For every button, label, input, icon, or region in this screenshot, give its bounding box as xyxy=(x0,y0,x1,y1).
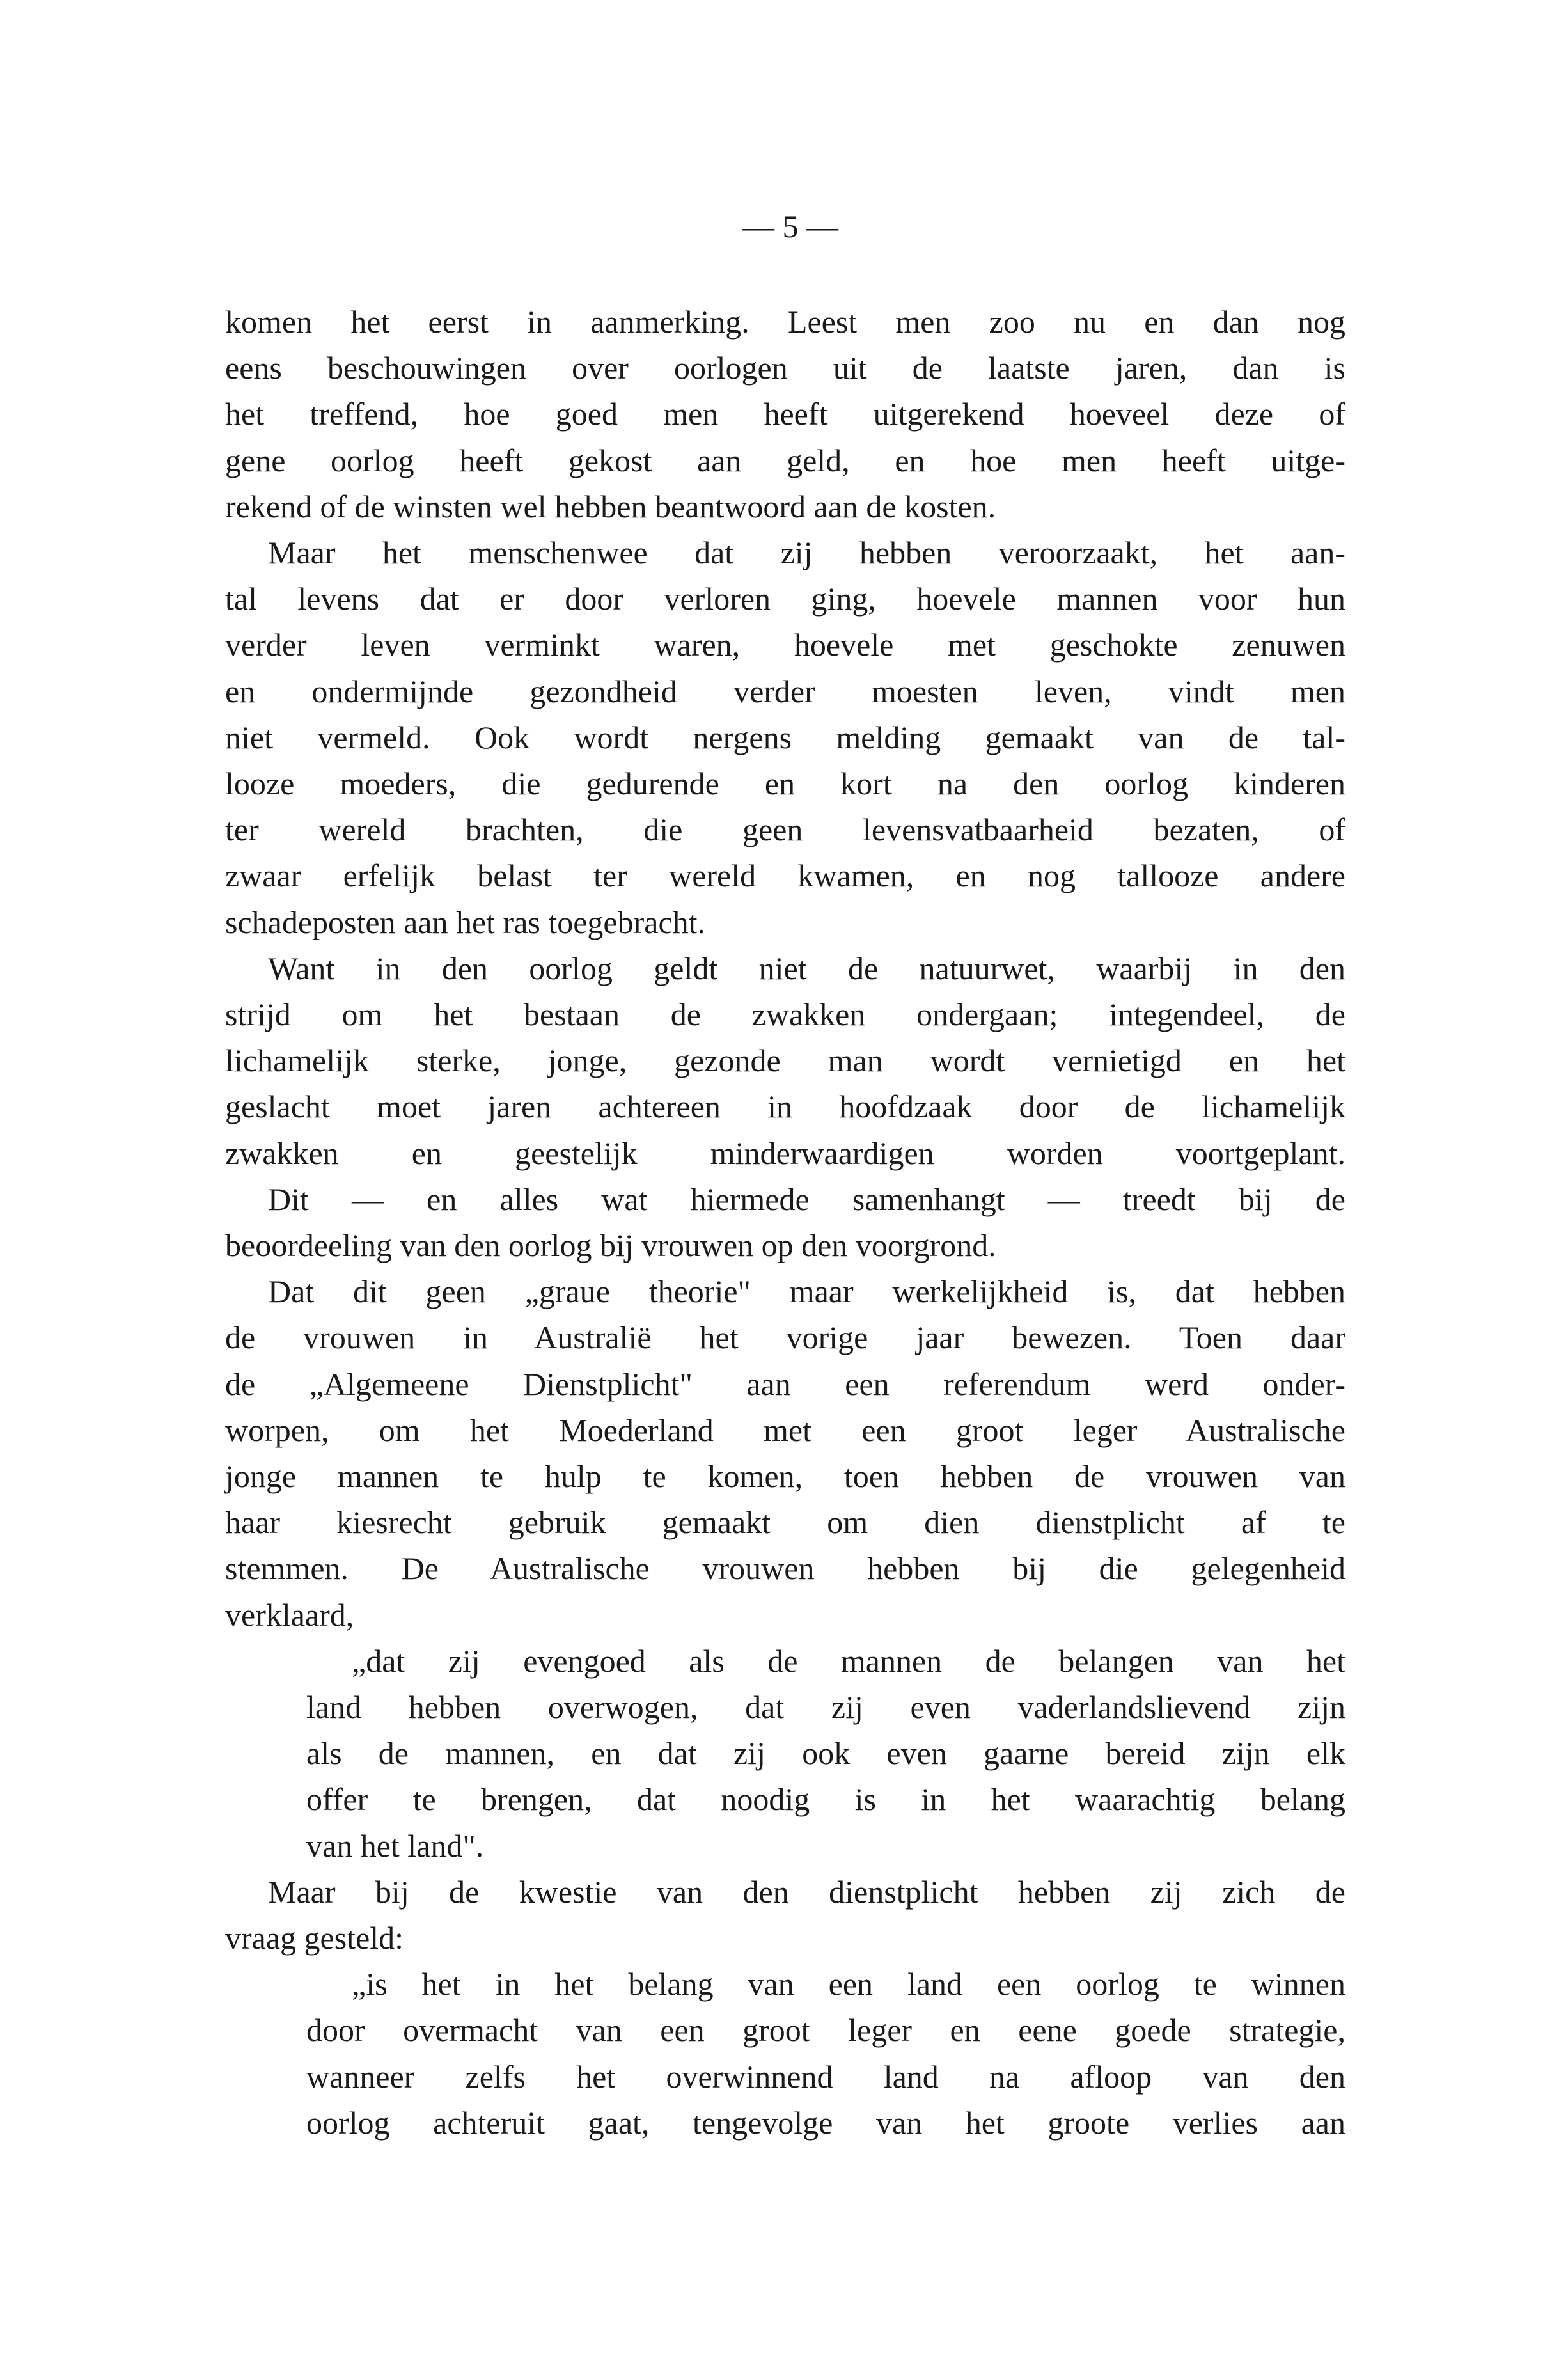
quote-line: „dat zij evengoed als de mannen de belangen van het xyxy=(352,1642,1345,1679)
text-line: Dat dit geen „graue theorie" maar werkelijkheid is, dat hebben xyxy=(268,1273,1345,1310)
quote-line: offer te brengen, dat noodig is in het waarachtig belang xyxy=(306,1781,1345,1818)
text-line: komen het eerst in aanmerking. Leest men zoo nu en dan nog xyxy=(225,304,1345,340)
text-line: tal levens dat er door verloren ging, hoevele mannen voor hun xyxy=(225,581,1345,617)
quote-line: door overmacht van een groot leger en eene goede strategie, xyxy=(306,2012,1345,2049)
text-line: verder leven verminkt waren, hoevele met geschokte zenuwen xyxy=(225,627,1345,663)
page-number: — 5 — xyxy=(742,208,838,244)
text-line: Maar het menschenwee dat zij hebben veroorzaakt, het aan- xyxy=(268,535,1345,570)
text-line: lichamelijk sterke, jonge, gezonde man wordt vernietigd en het xyxy=(225,1042,1345,1079)
text-line: en ondermijnde gezondheid verder moesten leven, vindt men xyxy=(225,673,1345,709)
text-line: de vrouwen in Australië het vorige jaar bewezen. Toen daar xyxy=(225,1319,1345,1356)
text-line: ter wereld brachten, die geen levensvatbaarheid bezaten, of xyxy=(225,812,1345,848)
text-line: eens beschouwingen over oorlogen uit de laatste jaren, dan is xyxy=(225,350,1345,386)
quote-line: „is het in het belang van een land een oorlog te winnen xyxy=(352,1966,1345,2002)
text-line: strijd om het bestaan de zwakken ondergaan; integendeel, de xyxy=(225,996,1345,1032)
text-line: het treffend, hoe goed men heeft uitgerekend hoeveel deze of xyxy=(225,396,1345,432)
text-line: worpen, om het Moederland met een groot leger Australische xyxy=(225,1412,1345,1448)
text-line: gene oorlog heeft gekost aan geld, en hoe men heeft uitge- xyxy=(225,442,1345,478)
text-line: jonge mannen te hulp te komen, toen hebben de vrouwen van xyxy=(225,1458,1345,1494)
text-line: vraag gesteld: xyxy=(225,1920,404,1956)
text-line: Want in den oorlog geldt niet de natuurwet, waarbij in den xyxy=(268,950,1345,986)
text-line: geslacht moet jaren achtereen in hoofdzaak door de lichamelijk xyxy=(225,1089,1345,1125)
text-line: beoordeeling van den oorlog bij vrouwen op den voorgrond. xyxy=(225,1227,996,1263)
text-line: rekend of de winsten wel hebben beantwoord aan de kosten. xyxy=(225,488,996,524)
quote-line: van het land". xyxy=(306,1827,484,1864)
text-line: de „Algemeene Dienstplicht" aan een referendum werd onder- xyxy=(225,1365,1345,1402)
quote-line: land hebben overwogen, dat zij even vaderlandslievend zijn xyxy=(306,1689,1345,1725)
quote-line: oorlog achteruit gaat, tengevolge van het groote verlies aan xyxy=(306,2104,1345,2141)
quote-line: als de mannen, en dat zij ook even gaarne bereid zijn elk xyxy=(306,1735,1345,1772)
text-line: niet vermeld. Ook wordt nergens melding gemaakt van de tal- xyxy=(225,719,1345,755)
text-line: haar kiesrecht gebruik gemaakt om dien dienstplicht af te xyxy=(225,1504,1345,1541)
text-line: schadeposten aan het ras toegebracht. xyxy=(225,904,706,940)
text-line: verklaard, xyxy=(225,1596,354,1633)
text-line: looze moeders, die gedurende en kort na den oorlog kinderen xyxy=(225,766,1345,801)
text-line: zwakken en geestelijk minderwaardigen worden voortgeplant. xyxy=(225,1135,1345,1171)
text-line: zwaar erfelijk belast ter wereld kwamen, en nog tallooze andere xyxy=(225,858,1345,894)
text-line: stemmen. De Australische vrouwen hebben bij die gelegenheid xyxy=(225,1550,1345,1587)
text-line: Maar bij de kwestie van den dienstplicht hebben zij zich de xyxy=(268,1873,1345,1910)
quote-line: wanneer zelfs het overwinnend land na afloop van den xyxy=(306,2058,1345,2095)
text-line: Dit — en alles wat hiermede samenhangt — treedt bij de xyxy=(268,1181,1345,1217)
